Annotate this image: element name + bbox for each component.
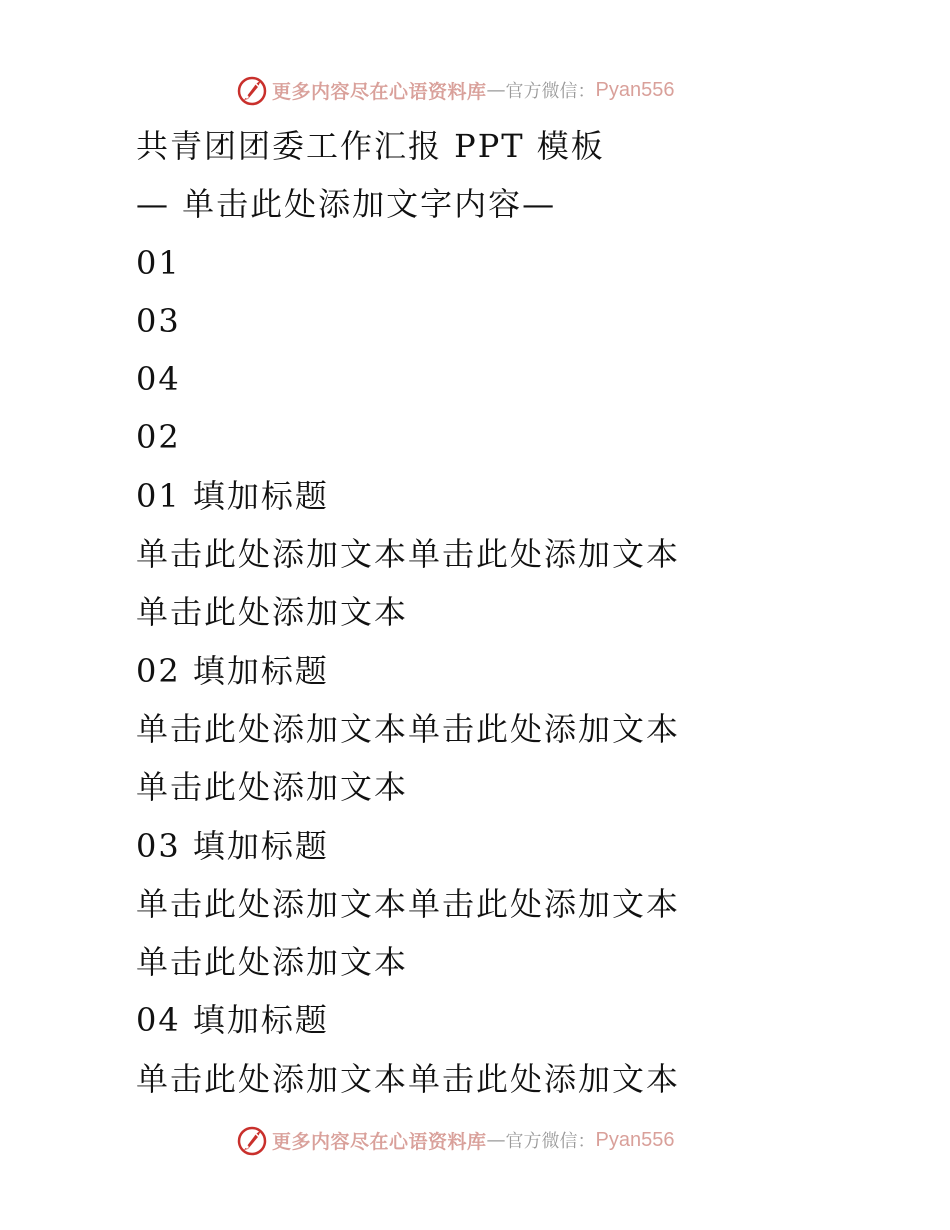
header-watermark (236, 72, 674, 108)
section-heading: 02 填加标题 (136, 651, 329, 690)
watermark-main-text: 更多内容尽在心语资料库 (272, 1130, 487, 1153)
quill-pen-icon (236, 1124, 268, 1156)
section-heading: 04 填加标题 (136, 1001, 329, 1040)
text-line: 单击此处添加文本 (136, 943, 409, 982)
quill-pen-icon (236, 74, 268, 106)
watermark-id: Pyan556 (595, 1128, 675, 1151)
watermark-label: 官方微信： (505, 81, 596, 102)
document-title: 共青团团委工作汇报 PPT 模板 (136, 127, 605, 165)
text-line: 01 (136, 243, 181, 282)
text-line: 单击此处添加文本 (136, 768, 409, 807)
watermark-main-text: 更多内容尽在心语资料库 (272, 80, 487, 103)
document-subtitle: — 单击此处添加文字内容— (136, 185, 557, 224)
section-heading: 03 填加标题 (136, 826, 329, 865)
text-line: 单击此处添加文本 (136, 593, 409, 632)
text-line: 单击此处添加文本单击此处添加文本 (136, 709, 681, 748)
watermark-label: 官方微信： (505, 1131, 596, 1152)
section-heading: 01 填加标题 (136, 476, 329, 515)
watermark-id: Pyan556 (595, 78, 675, 101)
watermark-separator: — (486, 1129, 506, 1151)
text-line: 单击此处添加文本单击此处添加文本 (136, 1059, 681, 1098)
document-body (136, 117, 896, 1108)
watermark-separator: — (486, 79, 506, 101)
text-line: 单击此处添加文本单击此处添加文本 (136, 884, 681, 923)
text-line: 02 (136, 418, 181, 457)
text-line: 单击此处添加文本单击此处添加文本 (136, 535, 681, 574)
footer-watermark (236, 1122, 674, 1158)
text-line: 03 (136, 301, 181, 340)
text-line: 04 (136, 360, 181, 399)
